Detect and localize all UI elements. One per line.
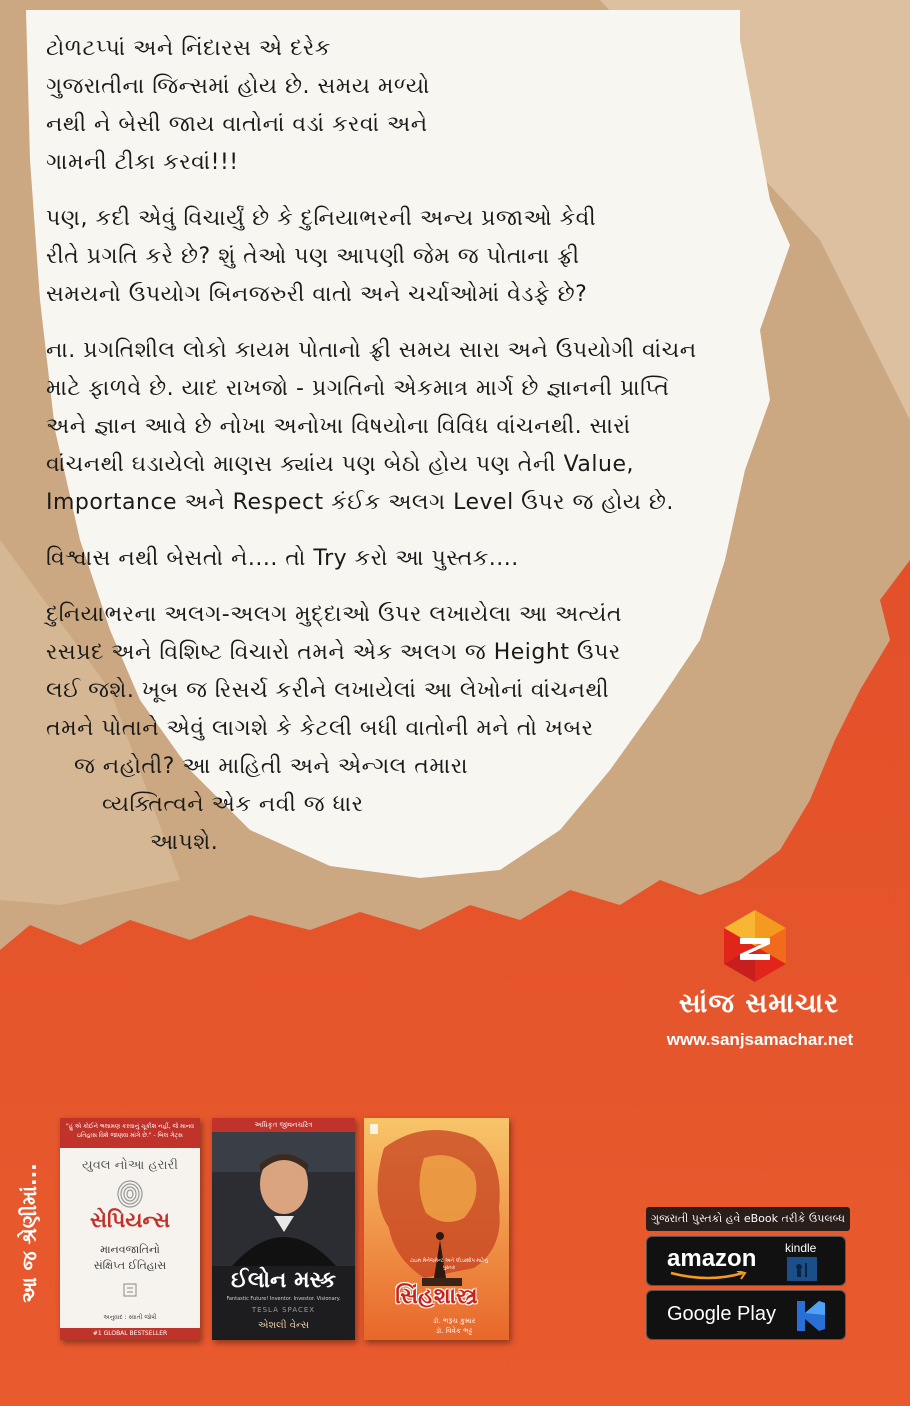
blurb-text <box>46 30 766 880</box>
blurb-paragraph-2 <box>46 200 766 314</box>
book-cover-elon-musk[interactable] <box>212 1118 355 1340</box>
google-play-wordmark: Google Play <box>667 1303 776 1325</box>
book-tagline: ટાઇમ મેનેજમેન્ટ અને લીડરશીપ માટેનું પુસ્તક <box>410 1258 488 1271</box>
portrait-image <box>212 1132 355 1266</box>
blurb-line: વ્યક્તિત્વને એક નવી જ ધાર <box>102 792 364 817</box>
blurb-line: આપશે. <box>150 830 219 855</box>
publisher-logo-icon <box>722 908 788 984</box>
blurb-paragraph-4 <box>46 540 766 578</box>
publisher-mark-icon <box>123 1283 137 1297</box>
blurb-paragraph-5 <box>46 596 766 862</box>
book-tagline: Fantastic Future! Inventor. Investor. Visionary. <box>226 1296 341 1302</box>
blurb-line: લઈ જશે. ખૂબ જ રિસર્ચ કરીને લખાયેલાં આ લેખોનાં વાંચનથી <box>46 678 610 703</box>
google-play-icon <box>795 1299 827 1333</box>
blurb-line: જ નહોતી? આ માહિતી અને એન્ગલ તમારા <box>74 754 469 779</box>
blurb-line: ગુજરાતીના જિન્સમાં હોય છે. સમય મળ્યો <box>46 74 430 99</box>
blurb-line: અને જ્ઞાન આવે છે નોખા અનોખા વિષયોના વિવિધ વાંચનથી. સારાં <box>46 414 631 439</box>
fingerprint-icon <box>116 1180 144 1208</box>
blurb-line: રીતે પ્રગતિ કરે છે? શું તેઓ પણ આપણી જેમ જ પોતાના ફ્રી <box>46 244 580 269</box>
book-badge: #1 GLOBAL BESTSELLER <box>60 1328 200 1340</box>
blurb-line: ના. પ્રગતિશીલ લોકો કાયમ પોતાનો ફ્રી સમય સારા અને ઉપયોગી વાંચન <box>46 338 697 363</box>
blurb-line: નથી ને બેસી જાય વાતોનાં વડાં કરવાં અને <box>46 112 428 137</box>
blurb-line: તમને પોતાને એવું લાગશે કે કેટલી બધી વાતોની મને તો ખબર <box>46 716 594 741</box>
book-translator: અનુવાદ : સ્વાતી જોષી <box>103 1314 157 1321</box>
blurb-line: રસપ્રદ અને વિશિષ્ટ વિચારો તમને એક અલગ જ Height ઉપર <box>46 640 621 665</box>
book-quote: "હું એ કોઈને ભલામણ કરવાનું ચૂકીશ નહીં, જે માનવ ઇતિહાસ વિશે જાણવા માંગે છે." - બિલ ગેટ્સ <box>60 1118 200 1148</box>
blurb-line: માટે ફાળવે છે. યાદ રાખજો - પ્રગતિનો એકમાત્ર માર્ગ છે જ્ઞાનની પ્રાપ્તિ <box>46 376 670 401</box>
kindle-wordmark: kindle <box>785 1241 817 1255</box>
publisher-url[interactable]: www.sanjsamachar.net <box>666 1030 854 1049</box>
series-label <box>6 1118 52 1348</box>
book-title: ઈલોન મસ્ક <box>230 1268 337 1293</box>
blurb-line: ગામની ટીકા કરવાં!!! <box>46 150 239 175</box>
blurb-line: દુનિયાભરના અલગ-અલગ મુદ્દાઓ ઉપર લખાયેલા આ અત્યંત <box>46 602 622 627</box>
book-author: યુવલ નોઆ હરારી <box>82 1158 178 1173</box>
book-subtitle-line: સંક્ષિપ્ત ઈતિહાસ <box>93 1259 167 1272</box>
kindle-reader-icon <box>787 1257 817 1281</box>
blurb-line: વિશ્વાસ નથી બેસતો ને.... તો Try કરો આ પુસ્તક.... <box>46 546 519 571</box>
book-author: ડૉ. વિવેક ભટ્ટ <box>435 1327 473 1335</box>
blurb-line: ટોળટપ્પાં અને નિંદારસ એ દરેક <box>46 36 331 61</box>
blurb-line: પણ, કદી એવું વિચાર્યું છે કે દુનિયાભરની અન્ય પ્રજાઓ કેવી <box>46 206 597 231</box>
ebook-availability-label: ગુજરાતી પુસ્તકો હવે eBook તરીકે ઉપલબ્ધ <box>646 1207 850 1231</box>
book-author: ડૉ. ભરૂચ કુમાર <box>432 1317 476 1325</box>
book-cover-sinhshastra[interactable] <box>364 1118 509 1340</box>
book-title: સિંહશાસ્ત્ર <box>395 1284 478 1309</box>
book-brands: TESLA SPACEX <box>251 1306 316 1314</box>
amazon-kindle-button[interactable] <box>646 1236 846 1286</box>
amazon-wordmark: amazon <box>667 1245 757 1272</box>
blurb-line: વાંચનથી ઘડાયેલો માણસ ક્યાંય પણ બેઠો હોય પણ તેની Value, <box>46 452 634 477</box>
book-title: સેપિયન્સ <box>89 1208 171 1232</box>
blurb-paragraph-3 <box>46 332 766 522</box>
book-subtitle-line: માનવજાતિનો <box>100 1243 160 1256</box>
blurb-line: સમયનો ઉપયોગ બિનજરુરી વાતો અને ચર્ચાઓમાં વેડફે છે? <box>46 282 588 307</box>
book-subtitle <box>60 1242 200 1274</box>
book-cover-sapiens[interactable] <box>60 1118 200 1340</box>
series-label-text: આ જ શ્રેણીમાં... <box>17 1163 41 1303</box>
blurb-line: Importance અને Respect કંઈક અલગ Level ઉપર જ હોય છે. <box>46 490 674 515</box>
google-play-button[interactable] <box>646 1290 846 1340</box>
amazon-smile-icon <box>669 1271 749 1281</box>
book-authors <box>404 1316 504 1336</box>
publisher-name: સાંજ સમાચાર <box>678 988 840 1019</box>
blurb-paragraph-1 <box>46 30 766 182</box>
book-top-banner: અધિકૃત જીવનચરિત્ર <box>212 1118 355 1132</box>
book-author: એશલી વેન્સ <box>257 1320 310 1331</box>
